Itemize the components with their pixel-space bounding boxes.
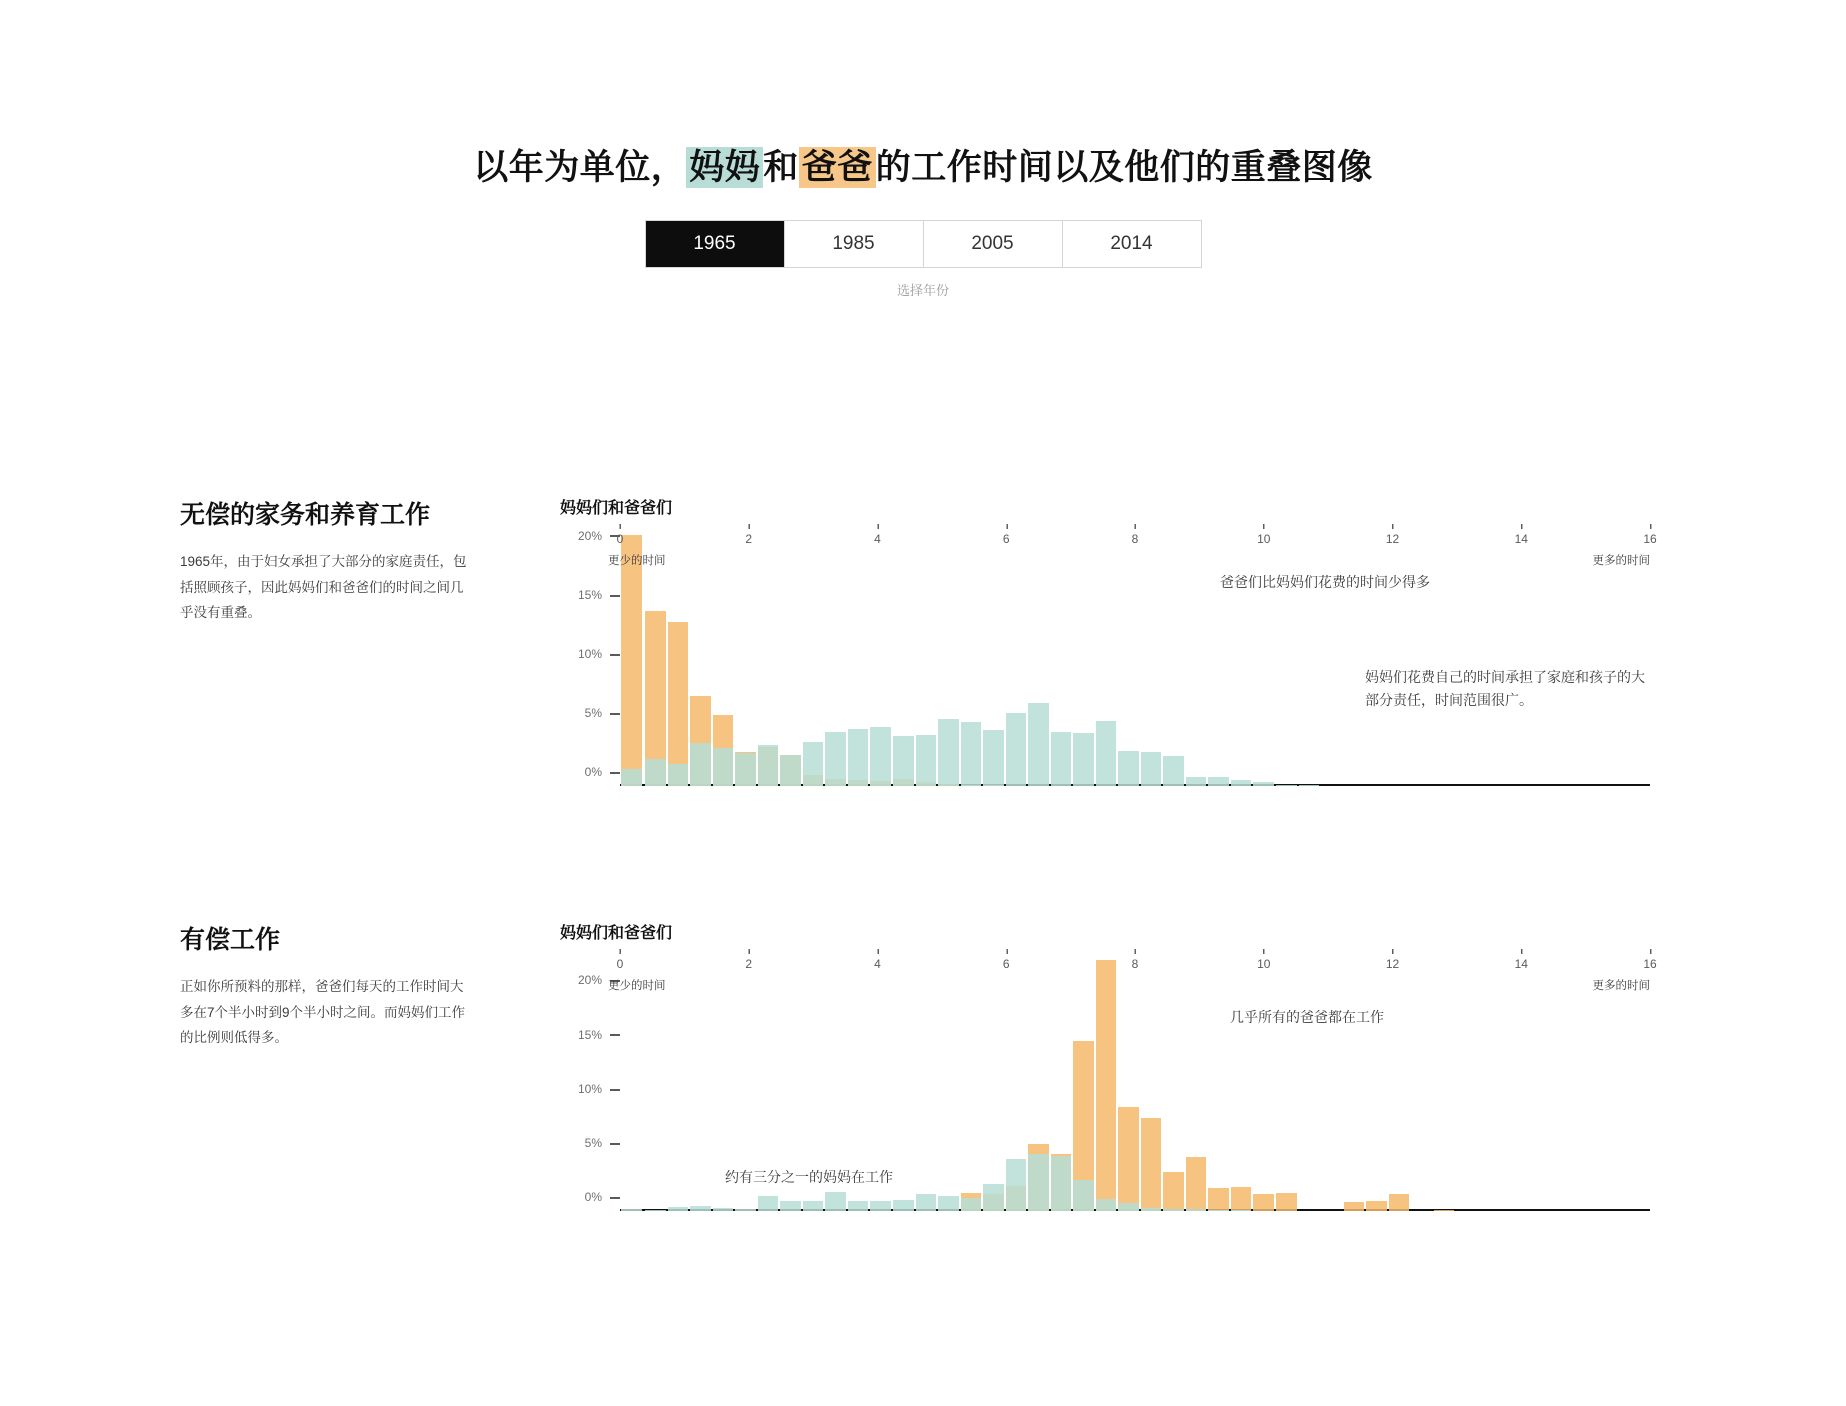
y-tick-label: 15% [578, 588, 620, 602]
bar-moms[interactable] [1028, 703, 1049, 786]
x-tick-label: 4 [874, 532, 881, 810]
bar-moms[interactable] [803, 742, 824, 786]
year-tabs [645, 220, 1202, 268]
x-tick-label: 10 [1257, 532, 1270, 810]
y-tick-label: 10% [578, 647, 620, 661]
bar-moms[interactable] [1096, 1199, 1117, 1211]
y-tick-label: 0% [585, 1190, 620, 1204]
bar-moms[interactable] [758, 745, 779, 786]
page-title [0, 140, 1846, 190]
bar-dads[interactable] [1096, 960, 1117, 1211]
bar-moms[interactable] [1028, 1154, 1049, 1211]
x-tick-label: 0 [617, 957, 624, 1235]
bar-moms[interactable] [1073, 733, 1094, 786]
x-tick-label: 6 [1003, 532, 1010, 810]
x-tick-label: 2 [745, 532, 752, 810]
x-tick-label: 12 [1386, 957, 1399, 1235]
chart-annotation: 爸爸们比妈妈们花费的时间少得多 [1220, 574, 1430, 590]
year-selector-caption: 选择年份 [896, 283, 949, 298]
title-highlight-dad: 爸爸 [799, 147, 876, 188]
bar-dads[interactable] [1276, 1193, 1297, 1211]
y-tick-label: 5% [585, 706, 620, 720]
x-tick-label: 16 [1643, 957, 1656, 1235]
x-tick-label: 10 [1257, 957, 1270, 1235]
title-part-post: 的工作时间以及他们的重叠图像 [875, 148, 1373, 187]
bar-moms[interactable] [713, 1208, 734, 1211]
bar-dads[interactable] [1163, 1172, 1184, 1211]
year-tab-1985[interactable]: 1985 [785, 221, 924, 267]
bar-dads[interactable] [1231, 1187, 1252, 1211]
bar-moms[interactable] [983, 1184, 1004, 1211]
bar-moms[interactable] [713, 748, 734, 786]
bar-moms[interactable] [825, 1192, 846, 1212]
paid-plot-area [577, 951, 1657, 1211]
bar-moms[interactable] [1276, 785, 1297, 786]
bar-moms[interactable] [780, 1201, 801, 1211]
unpaid-chart-column [560, 495, 1690, 816]
x-axis-left-label: 更少的时间 [608, 980, 666, 992]
bar-moms[interactable] [848, 1201, 869, 1211]
bar-moms[interactable] [1163, 756, 1184, 786]
bar-moms[interactable] [1163, 1209, 1184, 1211]
bar-moms[interactable] [1051, 732, 1072, 786]
paid-section-title: 有偿工作 [180, 926, 281, 954]
unpaid-section-title: 无偿的家务和养育工作 [180, 501, 431, 529]
bar-moms[interactable] [961, 1198, 982, 1211]
bar-moms[interactable] [1096, 721, 1117, 786]
bar-moms[interactable] [668, 1207, 689, 1211]
unpaid-histogram [560, 526, 1657, 816]
bar-moms[interactable] [916, 1194, 937, 1211]
paid-section-body: 正如你所预料的那样，爸爸们每天的工作时间大多在7个半小时到9个半小时之间。而妈妈们工作的比例则低得多。 [180, 979, 466, 1046]
y-tick-label: 0% [585, 765, 620, 779]
bar-moms[interactable] [961, 722, 982, 786]
bar-dads[interactable] [1366, 1201, 1387, 1211]
x-tick-label: 12 [1386, 532, 1399, 810]
chart-annotation: 约有三分之一的妈妈在工作 [725, 1169, 893, 1185]
y-tick-label: 20% [578, 529, 620, 543]
x-tick-label: 2 [745, 957, 752, 1235]
x-tick-label: 4 [874, 957, 881, 1235]
bar-moms[interactable] [758, 1196, 779, 1211]
bar-moms[interactable] [825, 732, 846, 786]
bar-dads[interactable] [1434, 1210, 1455, 1211]
bar-moms[interactable] [690, 1206, 711, 1211]
bar-moms[interactable] [1299, 785, 1320, 786]
bar-moms[interactable] [1208, 1210, 1229, 1211]
paid-chart-column [560, 920, 1690, 1241]
y-tick-label: 20% [578, 973, 620, 987]
bar-moms[interactable] [1073, 1180, 1094, 1211]
bar-moms[interactable] [938, 719, 959, 786]
chart-annotation: 几乎所有的爸爸都在工作 [1230, 1009, 1384, 1025]
bar-moms[interactable] [938, 1196, 959, 1211]
x-axis-right-label: 更多的时间 [1592, 555, 1650, 567]
unpaid-plot-area [577, 526, 1657, 786]
paid-side-column [180, 920, 470, 1064]
x-tick-label: 14 [1515, 532, 1528, 810]
y-tick-label: 10% [578, 1082, 620, 1096]
x-tick-label: 8 [1132, 957, 1139, 1235]
bar-moms[interactable] [893, 736, 914, 786]
bar-dads[interactable] [1141, 1118, 1162, 1211]
bar-moms[interactable] [1186, 1209, 1207, 1211]
title-highlight-mom: 妈妈 [686, 147, 763, 188]
year-selector [0, 220, 1846, 268]
bar-moms[interactable] [1141, 752, 1162, 786]
bar-moms[interactable] [1231, 780, 1252, 786]
x-tick-label: 16 [1643, 532, 1656, 810]
x-axis-left-label: 更少的时间 [608, 555, 666, 567]
bar-moms[interactable] [916, 735, 937, 786]
year-tab-2014[interactable]: 2014 [1063, 221, 1201, 267]
x-tick-label: 14 [1515, 957, 1528, 1235]
bar-moms[interactable] [1231, 1210, 1252, 1211]
unpaid-side-column [180, 495, 470, 639]
bar-moms[interactable] [1186, 777, 1207, 786]
x-tick-label: 0 [617, 532, 624, 810]
bar-moms[interactable] [983, 730, 1004, 786]
bar-dads[interactable] [1344, 1202, 1365, 1211]
bar-moms[interactable] [1141, 1208, 1162, 1211]
bar-moms[interactable] [1051, 1156, 1072, 1211]
y-tick-label: 5% [585, 1136, 620, 1150]
x-tick-label: 6 [1003, 957, 1010, 1235]
bar-dads[interactable] [668, 622, 689, 786]
paid-chart-label: 妈妈们和爸爸们 [560, 925, 673, 942]
chart-annotation: 妈妈们花费自己的时间承担了家庭和孩子的大部分责任，时间范围很广。 [1365, 669, 1645, 709]
year-tab-1965[interactable]: 1965 [646, 221, 785, 267]
title-part-pre: 以年为单位， [473, 148, 687, 187]
unpaid-section-body: 1965年，由于妇女承担了大部分的家庭责任，包括照顾孩子，因此妈妈们和爸爸们的时间之间几乎没有重叠。 [180, 554, 467, 621]
bar-moms[interactable] [690, 743, 711, 786]
bar-dads[interactable] [1208, 1188, 1229, 1211]
unpaid-chart-label: 妈妈们和爸爸们 [560, 500, 673, 517]
bar-moms[interactable] [893, 1200, 914, 1211]
bar-moms[interactable] [780, 755, 801, 786]
title-part-mid: 和 [763, 148, 799, 187]
bar-moms[interactable] [803, 1201, 824, 1211]
bar-moms[interactable] [668, 764, 689, 786]
x-axis-right-label: 更多的时间 [1592, 980, 1650, 992]
y-tick-label: 15% [578, 1028, 620, 1042]
paid-histogram [560, 951, 1657, 1241]
bar-dads[interactable] [1186, 1157, 1207, 1211]
year-tab-2005[interactable]: 2005 [924, 221, 1063, 267]
x-tick-label: 8 [1132, 532, 1139, 810]
bar-moms[interactable] [1208, 777, 1229, 786]
bar-moms[interactable] [848, 729, 869, 786]
